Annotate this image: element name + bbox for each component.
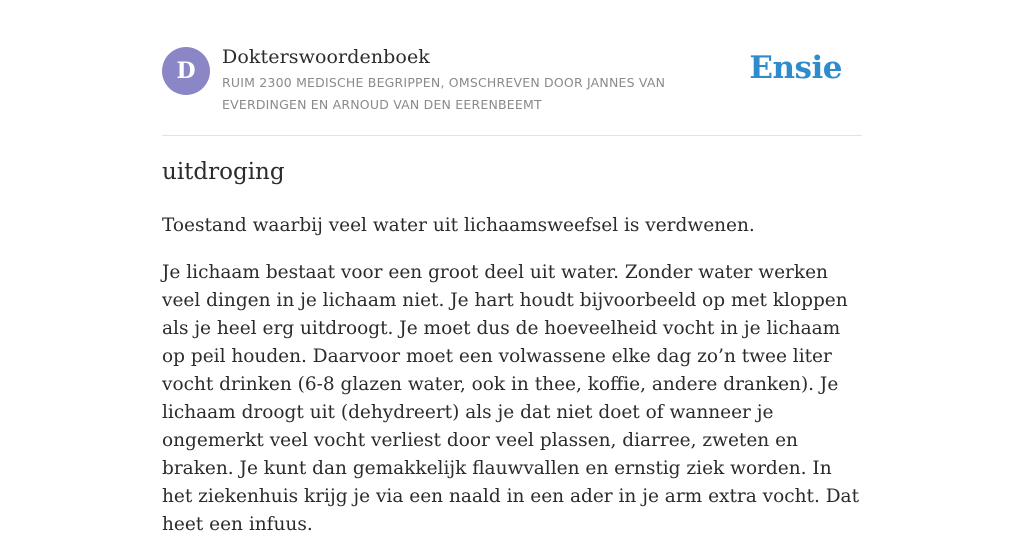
source-title[interactable]: Dokterswoordenboek — [222, 46, 430, 68]
source-subtitle: RUIM 2300 MEDISCHE BEGRIPPEN, OMSCHREVEN DOOR JANNES VAN EVERDINGEN EN ARNOUD VAN DEN EERENBEEMT — [222, 75, 666, 112]
entry-explanation: Je lichaam bestaat voor een groot deel uit water. Zonder water werken veel dingen in je lichaam niet. Je hart houdt bijvoorbeeld op met kloppen als je heel erg uitdroogt. Je moet dus de hoeveelheid vocht in je lichaam op peil houden. Daarvoor moet een volwassene elke dag zo’n twee liter vocht drinken (6-8 glazen water, ook in thee, koffie, andere dranken). Je lichaam droogt uit (dehydreert) als je dat niet doet of wanneer je ongemerkt veel vocht verliest door veel plassen, diarree, zweten en braken. Je kunt dan gemakkelijk flauwvallen en ernstig ziek worden. In het ziekenhuis krijg je via een naald in een ader in je arm extra vocht. Dat heet een infuus. — [162, 262, 860, 535]
source-header — [162, 0, 862, 136]
ensie-logo[interactable]: Ensie — [749, 50, 842, 86]
source-avatar[interactable]: D — [162, 47, 210, 95]
page-content — [162, 0, 862, 535]
entry-term: uitdroging — [162, 159, 285, 185]
entry-definition: Toestand waarbij veel water uit lichaamsweefsel is verdwenen. — [162, 215, 755, 236]
